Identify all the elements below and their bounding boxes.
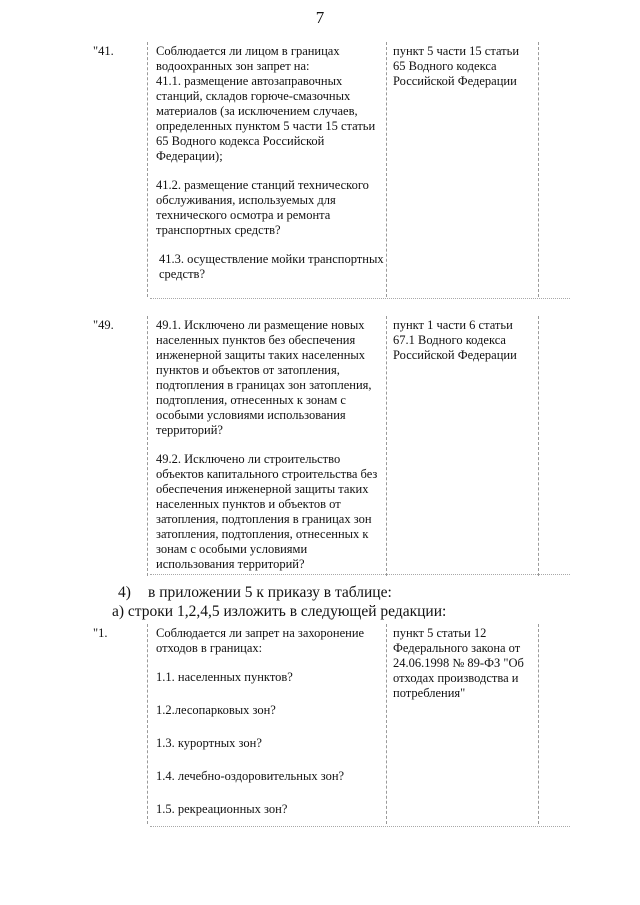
row-number-1: "1. <box>93 626 108 640</box>
row-separator <box>150 574 570 575</box>
row-number-49: "49. <box>93 318 114 332</box>
question-text: Соблюдается ли лицом в границах водоохранных зон запрет на: <box>156 44 340 73</box>
question-subitem: 41.3. осуществление мойки транспортных средств? <box>159 252 384 281</box>
instruction-item-number: 4) <box>118 584 131 601</box>
question-subitem: 49.2. Исключено ли строительство объектов капитального строительства без обеспечения инженерной защиты таких населенных пунктов и объектов от затопления, подтопления в границах зон затопления, подтопления, отнесенных к зонам с особыми условиями использования территорий? <box>156 452 378 571</box>
column-divider <box>386 316 387 576</box>
question-subitem: 1.5. рекреационных зон? <box>156 802 288 816</box>
question-subitem: 1.4. лечебно-оздоровительных зон? <box>156 769 345 783</box>
column-divider <box>147 624 148 824</box>
column-divider <box>538 316 539 576</box>
row-1-reference: пункт 5 статьи 12 Федерального закона от 24.06.1998 № 89-ФЗ "Об отходах производства и потребления" <box>393 626 524 700</box>
question-subitem: 41.2. размещение станций технического обслуживания, используемых для технического осмотра и ремонта транспортных средств? <box>156 178 369 237</box>
column-divider <box>538 624 539 824</box>
row-49-reference: пункт 1 части 6 статьи 67.1 Водного кодекса Российской Федерации <box>393 318 517 362</box>
column-divider <box>538 42 539 297</box>
row-separator <box>150 298 570 299</box>
row-41-question <box>156 44 384 282</box>
question-subitem: 1.3. курортных зон? <box>156 736 262 750</box>
instruction-line-2: а) строки 1,2,4,5 изложить в следующей редакции: <box>112 603 447 620</box>
question-subitem: 1.1. населенных пунктов? <box>156 670 293 684</box>
column-divider <box>147 316 148 576</box>
question-subitem: 1.2.лесопарковых зон? <box>156 703 276 717</box>
row-49-question <box>156 318 384 572</box>
question-subitem: 41.1. размещение автозаправочных станций, складов горюче-смазочных материалов (за исключением случаев, определенных пунктом 5 части 15 статьи 65 Водного кодекса Российской Федерации); <box>156 74 376 163</box>
row-1-question <box>156 626 384 817</box>
row-separator <box>150 826 570 827</box>
page-number: 7 <box>315 8 325 27</box>
instruction-line-1: в приложении 5 к приказу в таблице: <box>148 584 392 601</box>
column-divider <box>386 624 387 824</box>
column-divider <box>147 42 148 297</box>
row-number-41: "41. <box>93 44 114 58</box>
question-text: Соблюдается ли запрет на захоронение отходов в границах: <box>156 626 365 655</box>
question-subitem: 49.1. Исключено ли размещение новых населенных пунктов без обеспечения инженерной защиты таких населенных пунктов и объектов от затопления, подтопления в границах зон затопления, подтопления, отнесенных к зонам с особыми условиями использования территорий? <box>156 318 372 437</box>
row-41-reference: пункт 5 части 15 статьи 65 Водного кодекса Российской Федерации <box>393 44 520 88</box>
column-divider <box>386 42 387 297</box>
